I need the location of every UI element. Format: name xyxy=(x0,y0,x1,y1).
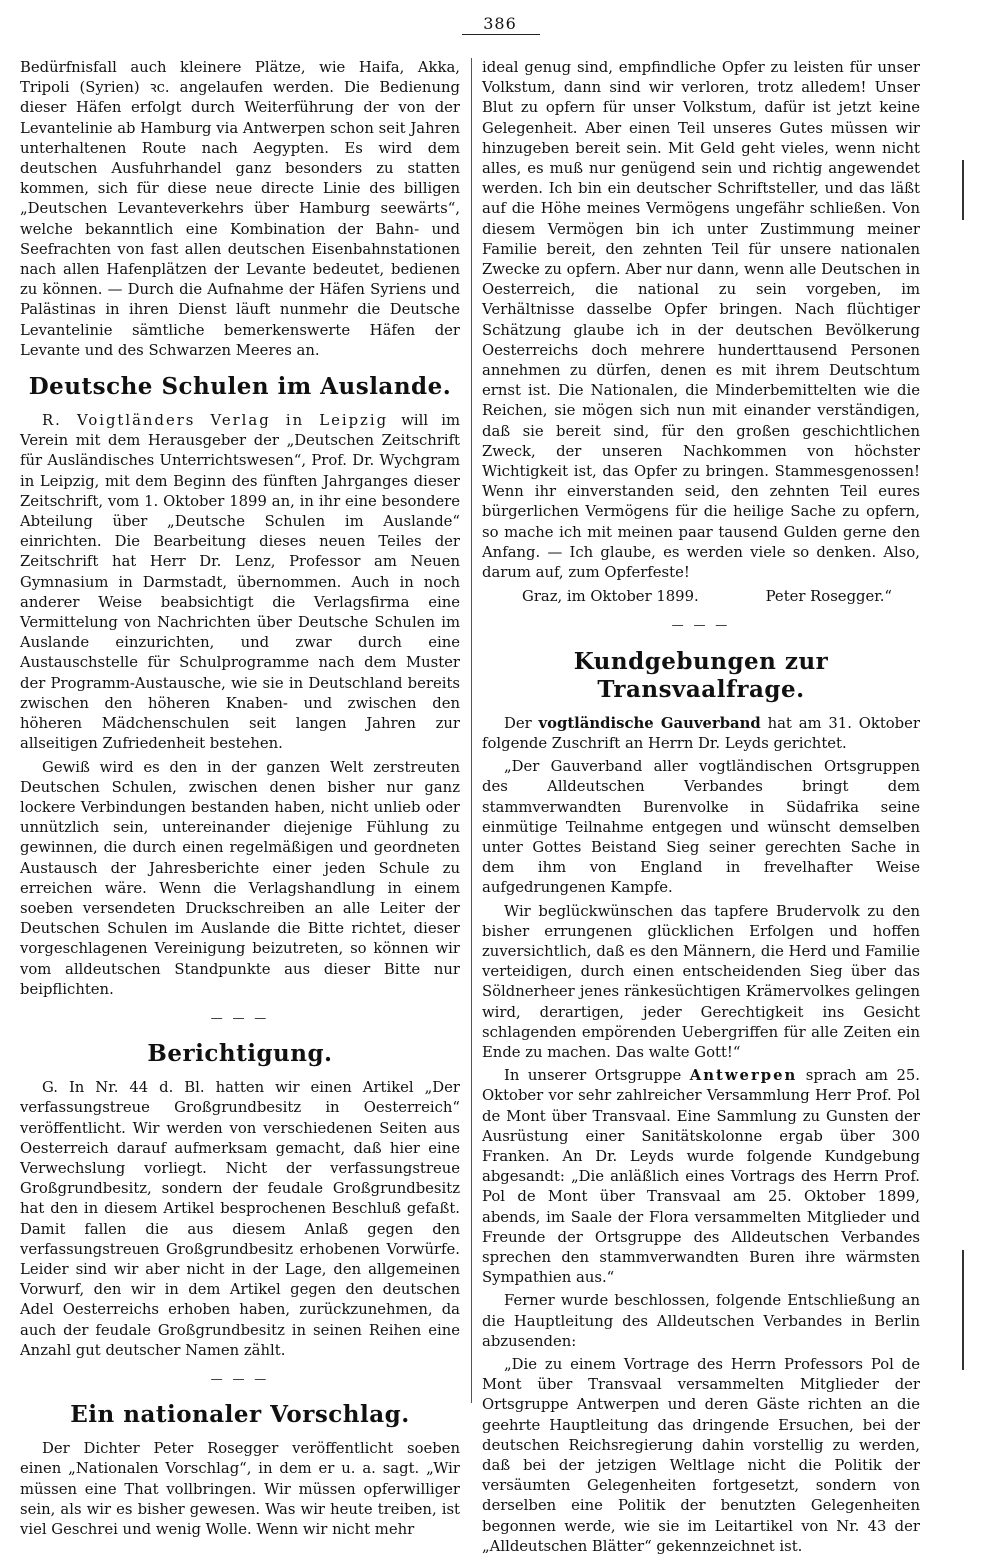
transvaal-paragraph-1: Der vogtländische Gauverband hat am 31. Oktober folgende Zuschrift an Herrn Dr. Leyds gerichtet. xyxy=(482,714,920,752)
schulen-paragraph-1 xyxy=(20,411,460,754)
margin-mark xyxy=(962,160,964,220)
berichtigung-paragraph: G. In Nr. 44 d. Bl. hatten wir einen Artikel „Der verfassungstreue Großgrundbesitz in Oesterreich“ veröffentlicht. Wir werden von verschiedenen Seiten aus Oesterreich darauf aufmerksam gemacht, daß hier eine Verwechslung vorliegt. Nicht der verfassungstreue Großgrundbesitz, sondern der feudale Großgrundbesitz hat den in diesem Artikel besprochenen Beschluß gefaßt. Damit fallen die aus diesem Anlaß gegen den verfassungstreuen Großgrundbesitz erhobenen Vorwürfe. Leider sind wir aber nicht in der Lage, den allgemeinen Vorwurf, den wir in dem Artikel gegen den deutschen Adel Oesterreichs erhoben haben, zurückzunehmen, da auch der feudale Großgrundbesitz in seinen Reihen eine Anzahl gut deutscher Namen zählt. xyxy=(20,1079,460,1359)
section-separator: — — — xyxy=(210,1371,270,1386)
transvaal-paragraph-6: „Die zu einem Vortrage des Herrn Professors Pol de Mont über Transvaal versammelten Mitglieder der Ortsgruppe Antwerpen und deren Gäste richten an die geehrte Hauptleitung das dringende Ersuchen, bei der deutschen Reichsregierung dahin vorstellig zu werden, daß bei der jetzigen Weltlage nicht die Politik der versäumten Gelegenheiten fortgesetzt, sondern von derselben eine Politik der benutzten Gelegenheiten begonnen werde, wie sie im Leitartikel von Nr. 43 der „Alldeutschen Blätter“ gekennzeichnet ist. xyxy=(482,1355,920,1555)
transvaal-paragraph-3: Wir beglückwünschen das tapfere Brudervolk zu den bisher errungenen glücklichen Erfolgen und hoffen zuversichtlich, daß es den Männern, die Herd und Familie verteidigen, durch einen entscheidenden Sieg über das Söldnerheer jenes ränkesüchtigen Krämervolkes gelingen wird, derartigen, jeder Gerechtigkeit ins Gesicht schlagenden empörenden Uebergriffen für alle Zeiten ein Ende zu machen. Das walte Gott!“ xyxy=(482,902,920,1061)
levante-continuation-paragraph: Bedürfnisfall auch kleinere Plätze, wie Haifa, Akka, Tripoli (Syrien) ꝛc. angelaufen werden. Die Bedienung dieser Häfen erfolgt durch Weiterführung der von der Levantelinie ab Hamburg via Antwerpen schon seit Jahren unterhaltenen Route nach Aegypten. Es wird dem deutschen Ausfuhrhandel ganz besonders zu statten kommen, sich für diese neue directe Linie des billigen „Deutschen Levanteverkehrs über Hamburg seewärts“, welche bekanntlich eine Kombination der Bahn- und Seefrachten von fast allen deutschen Eisenbahnstationen nach allen Hafenplätzen der Levante bedeutet, bedienen zu können. — Durch die Aufnahme der Häfen Syriens und Palästinas in ihren Dienst läuft nunmehr die Deutsche Levantelinie sämtliche bemerkenswerte Häfen der Levante und des Schwarzen Meeres an. xyxy=(20,59,460,359)
schulen-paragraph-2: Gewiß wird es den in der ganzen Welt zerstreuten Deutschen Schulen, zwischen denen bisher nur ganz lockere Verbindungen bestanden haben, nicht unlieb oder unnützlich sein, untereinander diejenige Fühlung zu gewinnen, die durch einen regelmäßigen und geordneten Austausch der Jahresberichte einer jeden Schule zu erreichen wäre. Wenn die Verlagshandlung in einem soeben versendeten Druckschreiben an alle Leiter der Deutschen Schulen im Auslande die Bitte richtet, dieser vorgeschlagenen Vereinigung beizutreten, so können wir vom alldeutschen Standpunkte aus dieser Bitte nur beipflichten. xyxy=(20,758,460,998)
signature-line xyxy=(482,587,920,607)
signature-place-date: Graz, im Oktober 1899. xyxy=(522,588,699,606)
heading-nationaler-vorschlag: Ein nationaler Vorschlag. xyxy=(70,1401,410,1429)
transvaal-paragraph-2: „Der Gauverband aller vogtländischen Ortsgruppen des Alldeutschen Verbandes bringt dem stammverwandten Burenvolke in Südafrika seine einmütige Teilnahme entgegen und wünscht demselben unter Gottes Beistand Sieg seiner gerechten Sache in dem ihm von England in frevelhafter Weise aufgedrungenen Kampfe. xyxy=(482,758,920,897)
rosegger-continuation-paragraph: ideal genug sind, empfindliche Opfer zu leisten für unser Volkstum, dann sind wir verloren, trotz alledem! Unser Blut zu opfern für unser Volkstum, dafür ist jetzt keine Gelegenheit. Aber einen Teil unseres Gutes müssen wir hinzugeben bereit sein. Mit Geld geht vieles, wenn nicht alles, es muß nur genügend sein und richtig angewendet werden. Ich bin ein deutscher Schriftsteller, und das läßt auf die Höhe meines Vermögens ungefähr schließen. Von diesem Vermögen bin ich unter Zustimmung meiner Familie bereit, den zehnten Teil für unsere nationalen Zwecke zu opfern. Aber nur dann, wenn alle Deutschen in Oesterreich, die national zu sein vorgeben, im Verhältnisse dasselbe Opfer bringen. Nach flüchtiger Schätzung glaube ich in der deutschen Bevölkerung Oesterreichs doch mehrere hunderttausend Personen annehmen zu dürfen, denen es mit ihrem Deutschtum ernst ist. Die Nationalen, die Minderbemittelten wie die Reichen, sie mögen sich nun mit einander verständigen, daß sie bereit sind, für den großen geschichtlichen Zweck, der unseren Nachkommen von höchster Wichtigkeit ist, das Opfer zu bringen. Stammesgenossen! Wenn ihr einverstanden seid, den zehnten Teil eures bürgerlichen Vermögens für die heilige Sache zu opfern, so mache ich mit meinen paar tausend Gulden gerne den Anfang. — Ich glaube, es werden viele so denken. Also, darum auf, zum Opferfeste! xyxy=(482,59,920,582)
right-column xyxy=(482,58,920,1555)
section-separator: — — — xyxy=(210,1010,270,1025)
transvaal-paragraph-5: Ferner wurde beschlossen, folgende Entschließung an die Hauptleitung des Alldeutschen Verbandes in Berlin abzusenden: xyxy=(482,1292,920,1350)
gauverband-name: vogtländische Gauverband xyxy=(538,714,761,732)
signature-name: Peter Rosegger.“ xyxy=(765,588,892,606)
publisher-name: R. Voigtländers Verlag in Leipzig xyxy=(42,412,389,430)
page-number: 386 xyxy=(483,14,517,33)
section-separator: — — — xyxy=(671,618,731,633)
heading-berichtigung: Berichtigung. xyxy=(147,1040,333,1068)
column-divider xyxy=(471,58,472,1403)
schulen-paragraph-1-text: will im Verein mit dem Herausgeber der „Deutschen Zeitschrift für Ausländisches Unterrichtswesen“, Prof. Dr. Wychgram in Leipzig, mit dem Beginn des fünften Jahrganges dieser Zeitschrift, vom 1. Oktober 1899 an, in ihr eine besondere Abteilung über „Deutsche Schulen im Auslande“ einrichten. Die Bearbeitung dieses neuen Teiles der Zeitschrift hat Herr Dr. Lenz, Professor am Neuen Gymnasium in Darmstadt, übernommen. Auch in noch anderer Weise beabsichtigt die Verlagsfirma eine Vermittelung von Nachrichten über Deutsche Schulen im Auslande einzurichten, und zwar durch eine Austauschstelle für Schulprogramme nach dem Muster der Programm-Austausche, wie sie in Deutschland bereits zwischen den höheren Knaben- und zwischen den höheren Mädchenschulen seit langen Jahren zur allseitigen Zufriedenheit bestehen. xyxy=(20,412,460,753)
transvaal-paragraph-4: In unserer Ortsgruppe Antwerpen sprach am 25. Oktober vor sehr zahlreicher Versammlung Herr Prof. Pol de Mont über Transvaal. Eine Sammlung zu Gunsten der Ausrüstung einer Sanitätskolonne ergab über 300 Franken. An Dr. Leyds wurde folgende Kundgebung abgesandt: „Die anläßlich eines Vortrags des Herrn Prof. Pol de Mont über Transvaal am 25. Oktober 1899, abends, im Saale der Flora versammelten Mitglieder und Freunde der Ortsgruppe des Alldeutschen Verbandes sprechen den stammverwandten Buren ihre wärmsten Sympathien aus.“ xyxy=(482,1067,920,1287)
heading-transvaalfrage: Kundgebungen zur Transvaalfrage. xyxy=(573,647,829,703)
left-column xyxy=(20,58,460,1538)
ortsgruppe-name: Antwerpen xyxy=(689,1067,798,1085)
vorschlag-paragraph: Der Dichter Peter Rosegger veröffentlicht soeben einen „Nationalen Vorschlag“, in dem er u. a. sagt. „Wir müssen eine That vollbringen. Wir müssen opferwilliger sein, als wir es bisher gewesen. Was wir heute treiben, ist viel Geschrei und wenig Wolle. Wenn wir nicht mehr xyxy=(20,1440,460,1538)
margin-mark xyxy=(962,1250,964,1370)
page-number-rule xyxy=(462,34,540,35)
heading-deutsche-schulen: Deutsche Schulen im Auslande. xyxy=(28,373,452,401)
